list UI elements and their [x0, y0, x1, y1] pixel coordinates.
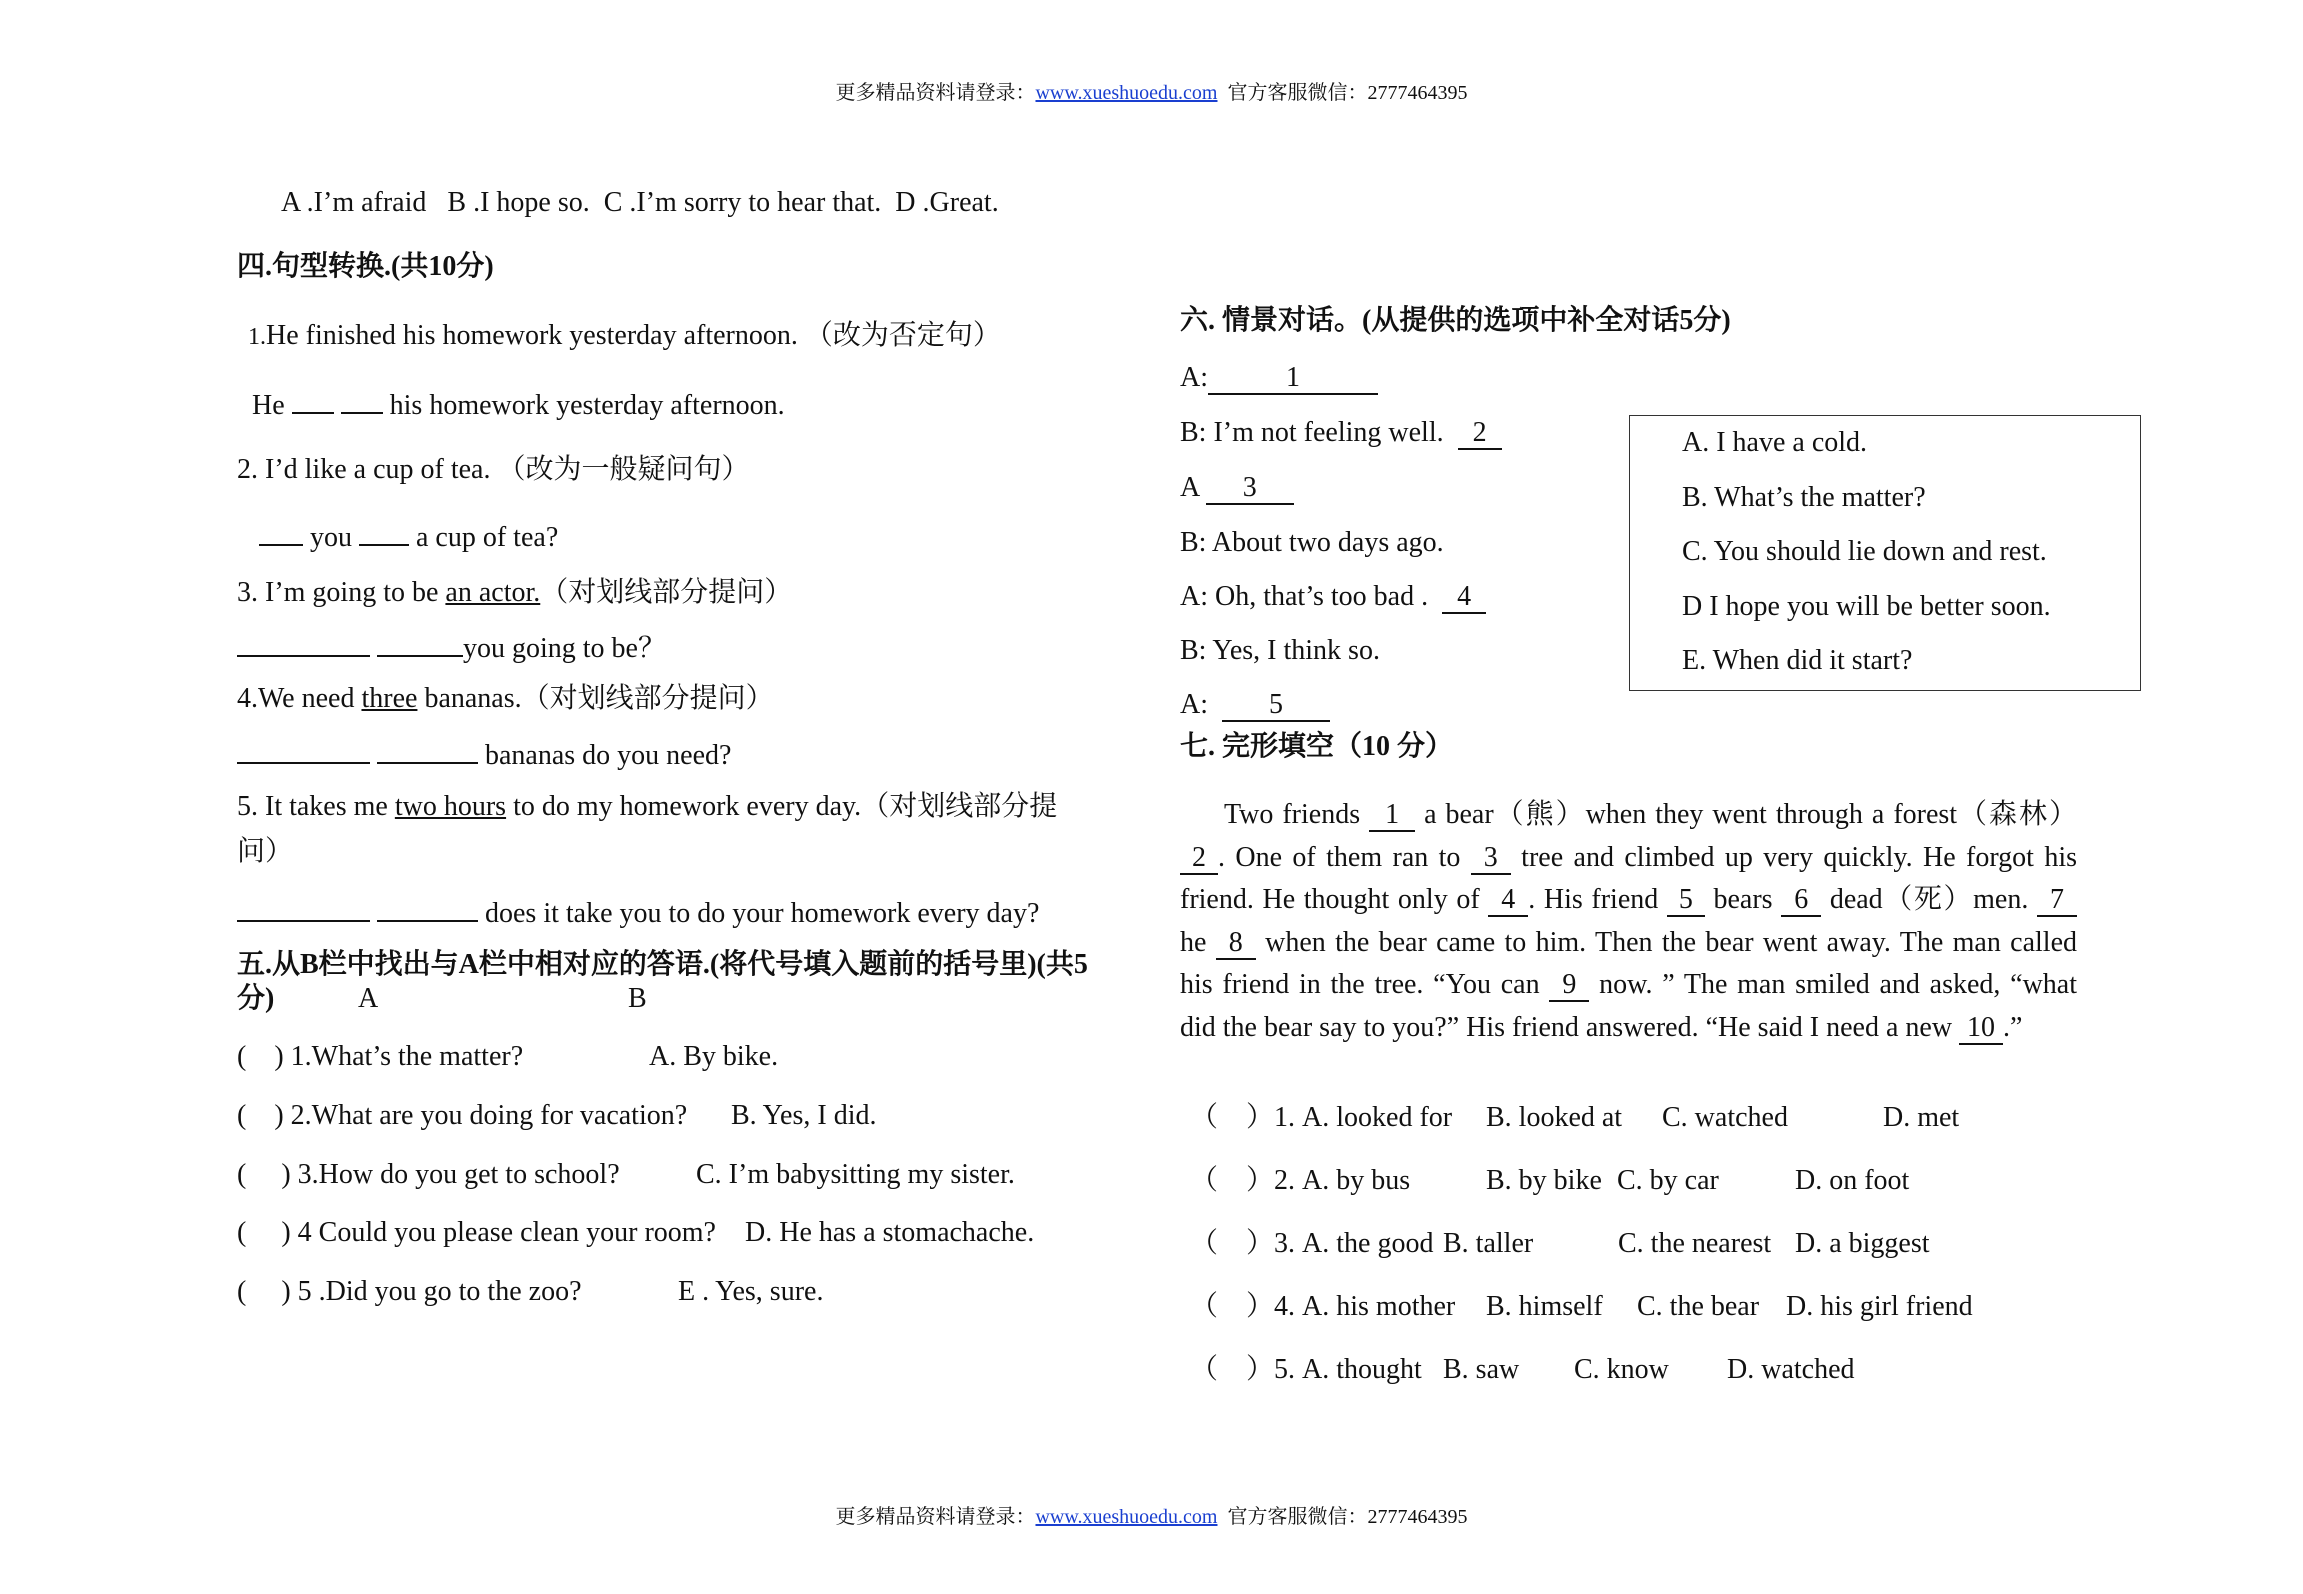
- s4-q4-a: 4.We need: [237, 683, 355, 714]
- s4-q1-answer: [252, 386, 785, 423]
- s7-option-a: 5. A. thought: [1274, 1354, 1422, 1385]
- s5-row-2: [237, 1099, 687, 1133]
- s6-blank-2[interactable]: 2: [1458, 418, 1502, 450]
- cloze-blank-3[interactable]: 3: [1471, 843, 1511, 875]
- s7-q4-d: D. his girl friend: [1786, 1291, 1973, 1322]
- cloze-text: a bear（熊）when they went through a forest（森林）: [1415, 799, 2077, 830]
- s5-row-2-answer: B. Yes, I did.: [731, 1100, 877, 1131]
- s5-row-paren[interactable]: ( ): [237, 1100, 284, 1131]
- footer-prefix: 更多精品资料请登录：: [835, 1506, 1036, 1528]
- page-header: [0, 76, 2303, 105]
- s7-q3: [1190, 1227, 1433, 1261]
- s7-q3-d: D. a biggest: [1795, 1228, 1930, 1259]
- s5-col-b-header: B: [628, 983, 647, 1014]
- s5-row-3: [237, 1158, 620, 1192]
- s4-q2-text: 2. I’d like a cup of tea.: [237, 454, 491, 485]
- s4-q2-note: （改为一般疑问句）: [497, 454, 750, 485]
- s6-line-1: [1180, 361, 1378, 395]
- previous-question-options: A .I’m afraid B .I hope so. C .I’m sorry to hear that. D .Great.: [281, 187, 999, 218]
- s6-line-5: [1180, 580, 1486, 614]
- s6-line-2: [1180, 416, 1502, 450]
- cloze-blank-2[interactable]: 2: [1180, 843, 1218, 875]
- s4-q4-note: （对划线部分提问）: [521, 683, 774, 714]
- s5-row-question: 2.What are you doing for vacation?: [290, 1100, 688, 1131]
- cloze-text: now. ” The man smiled and asked, “what did the bear say to you?” His friend answered. “He said I need a new: [1180, 969, 2084, 1043]
- cloze-blank-9[interactable]: 9: [1549, 970, 1589, 1002]
- s7-paren[interactable]: （ ）: [1190, 1291, 1275, 1322]
- s7-q5-b: B. saw: [1443, 1354, 1520, 1385]
- s7-q4: [1190, 1290, 1455, 1324]
- s5-row-paren[interactable]: ( ): [237, 1217, 291, 1248]
- s4-q3: [237, 576, 792, 610]
- s6-line-7: [1180, 688, 1330, 722]
- s7-paren[interactable]: （ ）: [1190, 1165, 1275, 1196]
- footer-link[interactable]: www.xueshuoedu.com: [1035, 1506, 1218, 1528]
- s5-row-question: 1.What’s the matter?: [290, 1041, 524, 1072]
- s6-line-4: B: About two days ago.: [1180, 527, 1444, 558]
- cloze-blank-7[interactable]: 7: [2037, 885, 2077, 917]
- s6-option: D I hope you will be better soon.: [1682, 591, 2051, 622]
- s7-q1-d: D. met: [1883, 1102, 1960, 1133]
- s4-q3-ans: you going to be？: [463, 633, 666, 664]
- header-link[interactable]: www.xueshuoedu.com: [1035, 82, 1218, 104]
- cloze-passage: [1180, 794, 2084, 1049]
- s4-q5-answer: [237, 894, 1039, 931]
- s6-blank-5[interactable]: 5: [1222, 690, 1330, 722]
- cloze-text: dead（死）men.: [1821, 884, 2037, 915]
- s5-row-question: 4 Could you please clean your room?: [297, 1217, 716, 1248]
- s4-q1-note: （改为否定句）: [804, 320, 1001, 351]
- section-6-title: 六. 情景对话。(从提供的选项中补全对话5分): [1180, 305, 1731, 336]
- s4-q3-answer: [237, 629, 666, 666]
- section-4-title: 四.句型转换.(共10分): [237, 251, 494, 282]
- s6-option: E. When did it start?: [1682, 645, 1913, 676]
- s6-speaker: A:: [1180, 362, 1208, 393]
- section-5-title: 五.从B栏中找出与A栏中相对应的答语.(将代号填入题前的括号里)(共5: [237, 949, 1088, 980]
- answer-blank[interactable]: [292, 386, 334, 414]
- s4-q3-a: 3. I’m going to be: [237, 577, 439, 608]
- s4-q3-note: （对划线部分提问）: [540, 577, 793, 608]
- s6-speaker: A: [1180, 472, 1199, 503]
- s7-option-a: 4. A. his mother: [1274, 1291, 1456, 1322]
- cloze-blank-1[interactable]: 1: [1369, 800, 1415, 832]
- s4-q5-underlined: two hours: [394, 791, 507, 822]
- s4-q4-underlined: three: [361, 683, 418, 714]
- s4-q5-ans: does it take you to do your homework every day?: [485, 898, 1040, 929]
- s7-q1-c: C. watched: [1662, 1102, 1788, 1133]
- cloze-blank-4[interactable]: 4: [1488, 885, 1528, 917]
- s7-paren[interactable]: （ ）: [1190, 1228, 1275, 1259]
- s7-paren[interactable]: （ ）: [1190, 1354, 1275, 1385]
- cloze-blank-6[interactable]: 6: [1781, 885, 1821, 917]
- section-5-title-cont: [237, 982, 274, 1016]
- cloze-blank-10[interactable]: 10: [1959, 1013, 2003, 1045]
- s4-q2-answer: [259, 518, 558, 555]
- s6-line-6: B: Yes, I think so.: [1180, 635, 1380, 666]
- s5-row-question: 5 .Did you go to the zoo?: [297, 1276, 582, 1307]
- s4-q3-underlined: an actor.: [445, 577, 541, 608]
- s4-q1-num: 1.: [248, 324, 266, 350]
- answer-blank[interactable]: [259, 518, 303, 546]
- s7-option-a: 3. A. the good: [1274, 1228, 1434, 1259]
- s7-q1: [1190, 1101, 1452, 1135]
- s4-q4-ans: bananas do you need?: [485, 740, 732, 771]
- s4-q2: [237, 453, 749, 487]
- s5-row-paren[interactable]: ( ): [237, 1041, 284, 1072]
- s7-q5: [1190, 1353, 1422, 1387]
- s7-q4-c: C. the bear: [1637, 1291, 1760, 1322]
- cloze-blank-8[interactable]: 8: [1216, 928, 1256, 960]
- s4-q4-b: bananas.: [424, 683, 522, 714]
- cloze-text: .”: [2003, 1011, 2023, 1043]
- s6-options-box: [1629, 415, 2141, 691]
- s5-row-paren[interactable]: ( ): [237, 1276, 291, 1307]
- s5-row-question: 3.How do you get to school?: [297, 1159, 620, 1190]
- cloze-text: when the bear came to him. Then the bear went away. The man called his friend in the tree. “You can: [1180, 926, 2084, 1000]
- section-5-title-2: 分): [237, 983, 275, 1014]
- cloze-blank-5[interactable]: 5: [1667, 885, 1705, 917]
- s4-q5-a: 5. It takes me: [237, 791, 388, 822]
- answer-blank[interactable]: [237, 894, 370, 922]
- s5-row-5: [237, 1275, 582, 1309]
- s6-line-text: A: Oh, that’s too bad .: [1180, 581, 1429, 612]
- s4-q1-ans-a: He: [252, 390, 285, 421]
- s5-row-4-answer: D. He has a stomachache.: [745, 1217, 1035, 1248]
- s6-blank-3[interactable]: 3: [1206, 473, 1294, 505]
- s7-q3-b: B. taller: [1443, 1228, 1534, 1259]
- s6-speaker: A:: [1180, 689, 1208, 720]
- s5-row-4: [237, 1216, 716, 1250]
- s7-option-a: 1. A. looked for: [1274, 1102, 1453, 1133]
- s6-option: B. What’s the matter?: [1682, 482, 1926, 513]
- s6-line-3: [1180, 471, 1294, 505]
- answer-blank[interactable]: [377, 894, 478, 922]
- s4-q2-ans-b: a cup of tea?: [416, 522, 559, 553]
- s7-q2-b: B. by bike: [1486, 1165, 1602, 1196]
- answer-blank[interactable]: [341, 386, 383, 414]
- s6-option: A. I have a cold.: [1682, 427, 1868, 458]
- page-footer: [0, 1500, 2303, 1529]
- answer-blank[interactable]: [377, 736, 478, 764]
- header-prefix: 更多精品资料请登录：: [835, 82, 1036, 104]
- s5-col-a-header: A: [358, 983, 379, 1014]
- s4-q5: [237, 790, 1057, 824]
- footer-suffix: 官方客服微信：2777464395: [1227, 1506, 1468, 1528]
- s7-q2-c: C. by car: [1617, 1165, 1719, 1196]
- s7-q3-c: C. the nearest: [1618, 1228, 1772, 1259]
- answer-blank[interactable]: [237, 629, 370, 657]
- cloze-text: . One of them ran to: [1218, 841, 1471, 873]
- s5-row-5-answer: E . Yes, sure.: [678, 1276, 824, 1307]
- s4-q1-ans-b: his homework yesterday afternoon.: [389, 390, 785, 421]
- s4-q4: [237, 682, 774, 716]
- s7-q2-d: D. on foot: [1795, 1165, 1910, 1196]
- s4-q4-answer: [237, 736, 731, 773]
- s7-paren[interactable]: （ ）: [1190, 1102, 1275, 1133]
- s4-q1-text: He finished his homework yesterday afternoon.: [266, 320, 798, 351]
- s7-q1-b: B. looked at: [1486, 1102, 1623, 1133]
- cloze-text: . His friend: [1528, 884, 1667, 915]
- s7-q4-b: B. himself: [1486, 1291, 1603, 1322]
- cloze-text: tree and climbed up very quickly. He forgot his friend. He thought only of: [1180, 841, 2084, 915]
- s6-line-text: B: I’m not feeling well.: [1180, 417, 1444, 448]
- s7-q5-c: C. know: [1574, 1354, 1669, 1385]
- s4-q2-ans-a: you: [310, 522, 352, 553]
- s5-row-paren[interactable]: ( ): [237, 1159, 291, 1190]
- cloze-text: Two friends: [1224, 799, 1370, 830]
- s5-row-1: [237, 1040, 523, 1074]
- header-suffix: 官方客服微信：2777464395: [1227, 82, 1468, 104]
- answer-blank[interactable]: [359, 518, 409, 546]
- s7-q5-d: D. watched: [1727, 1354, 1855, 1385]
- s6-blank-1[interactable]: 1: [1208, 363, 1378, 395]
- s4-q1: [248, 319, 1001, 354]
- section-7-title: 七. 完形填空（10 分）: [1180, 731, 1454, 762]
- s6-option: C. You should lie down and rest.: [1682, 536, 2047, 567]
- s5-row-1-answer: A. By bike.: [649, 1041, 779, 1072]
- s4-q5-note-2: 问）: [237, 836, 294, 867]
- s6-blank-4[interactable]: 4: [1442, 582, 1486, 614]
- s4-q5-b: to do my homework every day.: [513, 791, 862, 822]
- s5-row-3-answer: C. I’m babysitting my sister.: [696, 1159, 1015, 1190]
- s4-q5-line2: [237, 835, 293, 869]
- answer-blank[interactable]: [377, 629, 463, 657]
- cloze-text: bears: [1704, 884, 1782, 915]
- answer-blank[interactable]: [237, 736, 370, 764]
- s4-q5-note-1: （对划线部分提: [861, 791, 1058, 822]
- cloze-text: he: [1180, 884, 2084, 958]
- s7-q2: [1190, 1164, 1410, 1198]
- s7-option-a: 2. A. by bus: [1274, 1165, 1411, 1196]
